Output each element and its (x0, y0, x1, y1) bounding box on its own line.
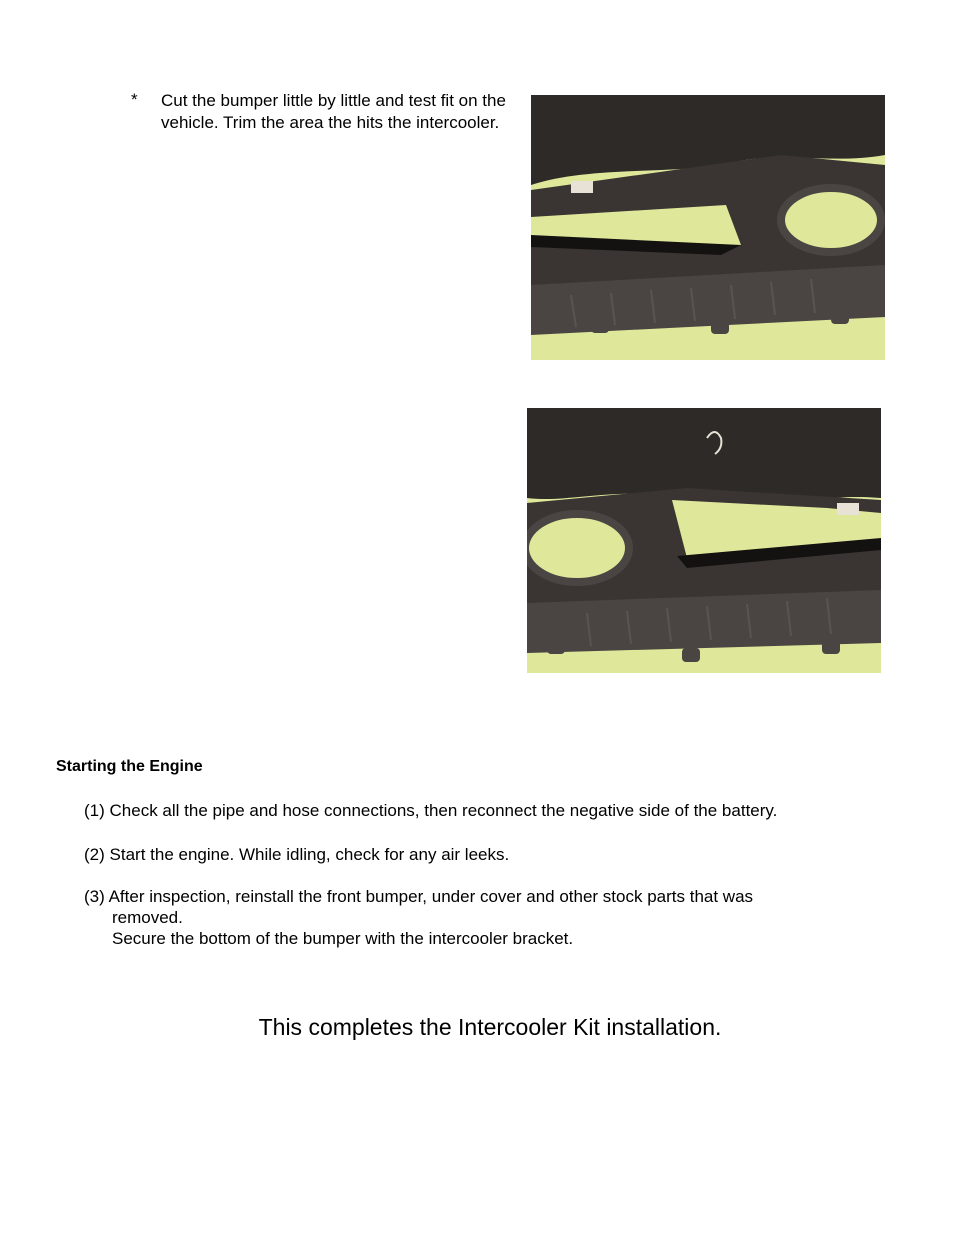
step-3 (84, 886, 884, 949)
step-text-continued: Secure the bottom of the bumper with the intercooler bracket. (112, 929, 574, 948)
step-1 (84, 800, 777, 821)
step-text: Check all the pipe and hose connections, then reconnect the negative side of the battery. (109, 801, 778, 820)
bumper-photo-left-side (531, 95, 885, 360)
note-marker: * (131, 90, 138, 109)
step-2 (84, 844, 509, 865)
step-number: (1) (84, 801, 105, 820)
note-text: Cut the bumper little by little and test fit on the vehicle. Trim the area the hits the intercooler. (161, 91, 506, 132)
step-number: (2) (84, 845, 105, 864)
step-text: Start the engine. While idling, check for any air leeks. (109, 845, 510, 864)
section-heading: Starting the Engine (56, 758, 203, 775)
step-text: After inspection, reinstall the front bumper, under cover and other stock parts that was (108, 887, 754, 906)
step-text-continued: removed. (112, 908, 183, 927)
bumper-photo-right-side (527, 408, 881, 673)
step-number: (3) (84, 887, 105, 906)
closing-statement: This completes the Intercooler Kit installation. (258, 1014, 722, 1040)
